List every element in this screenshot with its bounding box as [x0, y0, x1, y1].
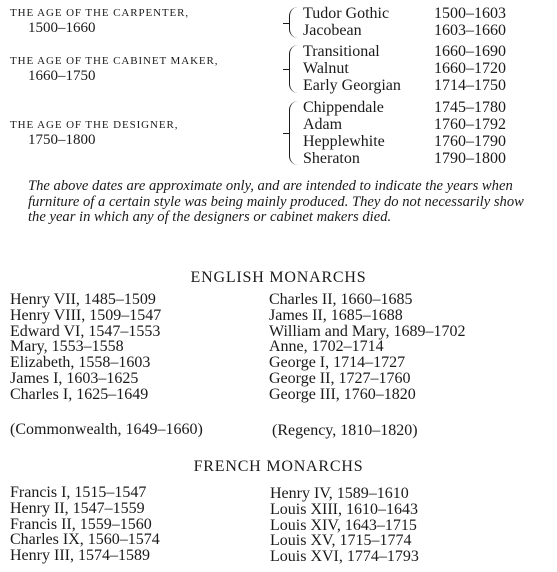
- age-title: THE AGE OF THE DESIGNER,: [10, 119, 179, 131]
- monarch-item: Charles I, 1625–1649: [10, 385, 149, 403]
- monarch-item: William and Mary, 1689–1702: [269, 322, 466, 340]
- age-range: 1660–1750: [28, 68, 96, 84]
- style-years: 1500–1603: [434, 5, 506, 22]
- style-years: 1760–1792: [434, 116, 506, 133]
- brace: [289, 7, 300, 38]
- monarch-item: Henry III, 1574–1589: [10, 547, 150, 565]
- monarch-item: Henry II, 1547–1559: [10, 499, 145, 517]
- style-years: 1760–1790: [434, 133, 506, 150]
- style-years: 1603–1660: [434, 22, 506, 39]
- monarch-item: James II, 1685–1688: [269, 306, 403, 324]
- style-years: 1745–1780: [434, 99, 506, 116]
- style-name: Tudor Gothic: [303, 5, 390, 22]
- monarch-item: Francis II, 1559–1560: [10, 515, 152, 533]
- brace: [289, 101, 300, 165]
- monarch-item: James I, 1603–1625: [10, 369, 139, 387]
- monarch-item: Edward VI, 1547–1553: [10, 322, 161, 340]
- monarch-item: George III, 1760–1820: [269, 385, 416, 403]
- style-name: Jacobean: [303, 22, 362, 39]
- commonwealth-note: (Commonwealth, 1649–1660): [10, 421, 203, 438]
- monarch-item: Henry VIII, 1509–1547: [10, 306, 162, 324]
- monarch-item: Henry VII, 1485–1509: [10, 291, 156, 308]
- monarch-item: George I, 1714–1727: [269, 354, 406, 372]
- style-years: 1714–1750: [434, 77, 506, 94]
- monarch-item: George II, 1727–1760: [269, 369, 411, 387]
- monarch-item: Francis I, 1515–1547: [10, 484, 147, 501]
- monarch-item: Louis XIV, 1643–1715: [270, 516, 417, 534]
- style-name: Hepplewhite: [303, 133, 385, 150]
- dates-note: The above dates are approximate only, and are intended to indicate the years when furniture of a certain style was being mainly produced. They do not necessarily show the year in which any of the designers or cabinet makers died.: [28, 178, 524, 226]
- monarch-item: Louis XVI, 1774–1793: [270, 548, 419, 566]
- monarch-item: Charles II, 1660–1685: [269, 291, 413, 308]
- english-monarchs-right: [269, 292, 466, 403]
- style-name: Chippendale: [303, 99, 384, 116]
- style-name: Transitional: [303, 43, 380, 60]
- age-range: 1750–1800: [28, 132, 96, 148]
- regency-note: (Regency, 1810–1820): [272, 422, 418, 439]
- monarch-item: Louis XV, 1715–1774: [270, 532, 412, 550]
- style-name: Early Georgian: [303, 77, 401, 94]
- monarch-item: Louis XIII, 1610–1643: [270, 500, 418, 518]
- brace: [289, 45, 300, 93]
- style-years: 1790–1800: [434, 150, 506, 167]
- monarch-item: Charles IX, 1560–1574: [10, 531, 160, 549]
- monarch-item: Anne, 1702–1714: [269, 338, 384, 356]
- style-name: Sheraton: [303, 150, 360, 167]
- style-name: Walnut: [303, 60, 349, 77]
- monarch-item: Elizabeth, 1558–1603: [10, 354, 151, 372]
- french-monarchs-right: [270, 486, 419, 565]
- style-years: 1660–1690: [434, 43, 506, 60]
- english-monarchs-heading: ENGLISH MONARCHS: [190, 269, 367, 286]
- age-title: THE AGE OF THE CARPENTER,: [10, 7, 190, 19]
- age-title: THE AGE OF THE CABINET MAKER,: [10, 55, 219, 67]
- monarch-item: Mary, 1553–1558: [10, 338, 124, 356]
- age-range: 1500–1660: [28, 20, 96, 36]
- english-monarchs-left: [10, 292, 161, 403]
- monarch-item: Henry IV, 1589–1610: [270, 485, 409, 502]
- french-monarchs-left: [10, 485, 160, 564]
- french-monarchs-heading: FRENCH MONARCHS: [193, 458, 364, 475]
- style-years: 1660–1720: [434, 60, 506, 77]
- style-name: Adam: [303, 116, 343, 133]
